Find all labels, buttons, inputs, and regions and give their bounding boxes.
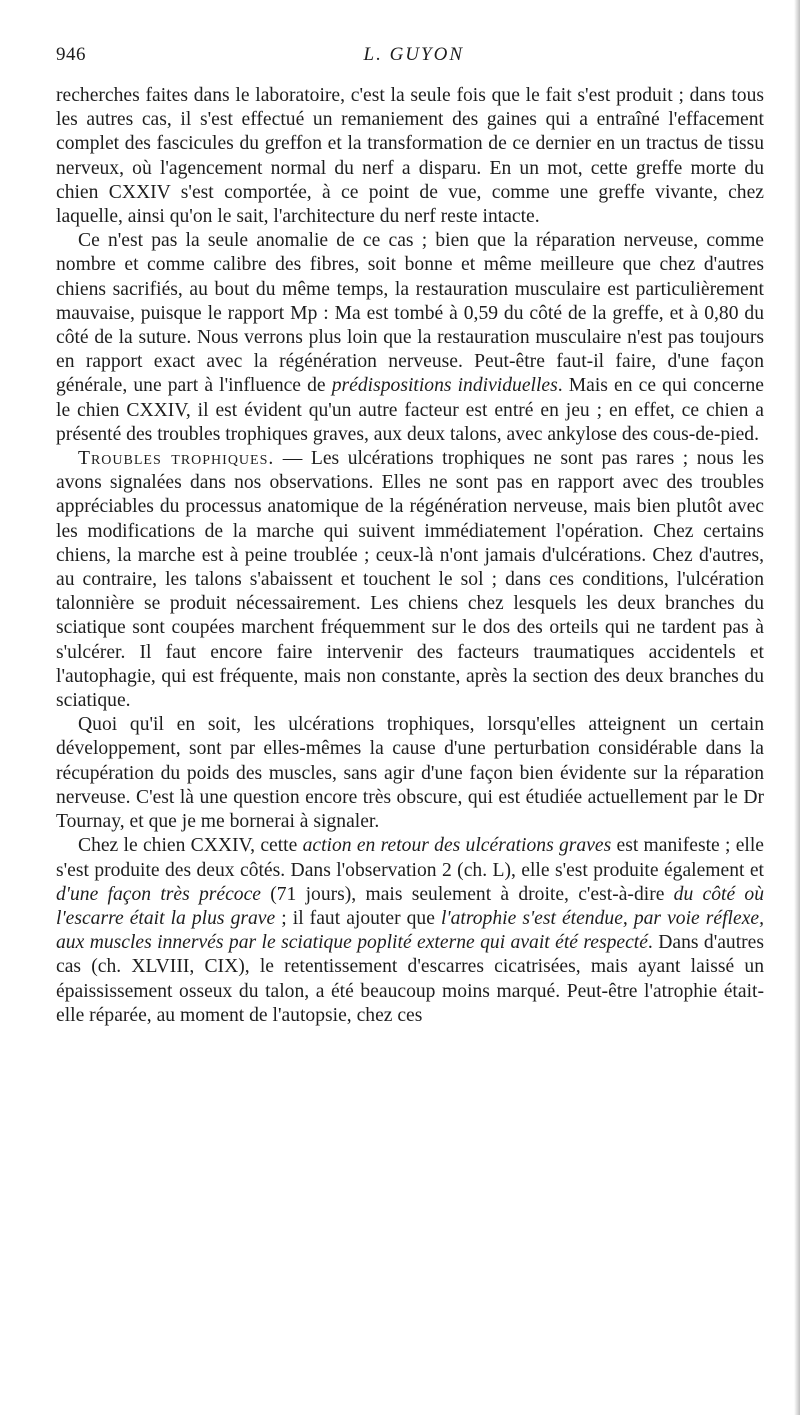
paragraph-2-text-b: . Mais en ce qui concerne le chien CXXIV, il est évident qu'un autre facteur est entré en jeu ; en effet, ce chien a présenté des troubles trophiques graves, aux deux talons, avec ankylose des cous-de-pied.	[56, 375, 765, 445]
paragraph-5-text-a: Chez le chien CXXIV, cette	[78, 835, 303, 857]
paragraph-2	[56, 229, 764, 447]
paragraph-5-italic-2: d'une façon très précoce	[56, 883, 261, 905]
paragraph-5-text-d: ; il faut ajouter que	[275, 907, 441, 929]
running-head	[56, 44, 764, 74]
paragraph-4	[56, 713, 764, 834]
paragraph-2-italic: prédispositions individuelles	[331, 375, 558, 397]
paragraph-4-text: Quoi qu'il en soit, les ulcérations trophiques, lorsqu'elles atteignent un certain développement, sont par elles-mêmes la cause d'une perturbation considérable dans la récupération du poids des muscles, sans agir d'une façon bien évidente sur la réparation nerveuse. C'est là une question encore très obscure, qui est étudiée actuellement par le Dr Tournay, et que je me bornerai à signaler.	[56, 714, 764, 833]
paragraph-2-text-a: Ce n'est pas la seule anomalie de ce cas ; bien que la réparation nerveuse, comme nombre et comme calibre des fibres, soit bonne et même meilleure que chez d'autres chiens sacrifiés, au bout du même temps, la restauration musculaire est particulièrement mauvaise, puisque le rapport Mp : Ma est tombé à 0,59 du côté de la greffe, et à 0,80 du côté de la suture. Nous verrons plus loin que la restauration musculaire n'est pas toujours en rapport exact avec la régénération nerveuse. Peut-être faut-il faire, d'une façon générale, une part à l'influence de	[56, 230, 764, 397]
paragraph-5-text-c: (71 jours), mais seulement à droite, c'est-à-dire	[260, 883, 674, 905]
paragraph-3-text: — Les ulcérations trophiques ne sont pas rares ; nous les avons signalées dans nos observations. Elles ne sont pas en rapport avec des troubles appréciables du processus anatomique de la régénération nerveuse, mais bien plutôt avec les modifications de la marche qui suivent immédiatement l'opération. Chez certains chiens, la marche est à peine troublée ; ceux-là n'ont jamais d'ulcérations. Chez d'autres, au contraire, les talons s'abaissent et touchent le sol ; dans ces conditions, l'ulcération talonnière se produit nécessairement. Les chiens chez lesquels les deux branches du sciatique sont coupées marchent fréquemment sur le dos des orteils qui ne tardent pas à s'ulcérer. Il faut encore faire intervenir des facteurs traumatiques accidentels et l'autophagie, qui est fréquente, mais non constante, après la section des deux branches du sciatique.	[56, 448, 764, 712]
paragraph-5-italic-4a: l'	[440, 907, 451, 929]
paragraph-5-italic-1: action en retour des ulcérations graves	[302, 835, 612, 857]
paragraph-5	[56, 834, 764, 1028]
paragraph-1-text: recherches faites dans le laboratoire, c'est la seule fois que le fait s'est produit ; dans tous les autres cas, il s'est effectué un remaniement des gaines qui a entraîné l'effacement complet des fascicules du greffon et la transformation de ce dernier en un tractus de tissu nerveux, où l'agencement normal du nerf a disparu. En un mot, cette greffe morte du chien CXXIV s'est comportée, à ce point de vue, comme une greffe vivante, chez laquelle, ainsi qu'on le sait, l'architecture du nerf reste intacte.	[56, 85, 764, 228]
paragraph-5-italic-4b: atrophie s'est étendue, par voie réflexe, aux muscles innervés par le sciatique poplité externe qui avait été respecté	[56, 907, 764, 954]
page	[56, 44, 764, 1028]
paragraph-5-italic-3: du côté où l'escarre était la plus grave	[56, 883, 764, 929]
running-head-author: L. GUYON	[363, 44, 464, 65]
page-edge-shadow	[794, 0, 800, 1415]
paragraph-3	[56, 447, 764, 713]
paragraph-5-text-b: est manifeste ; elle s'est produite des deux côtés. Dans l'observation 2 (ch. L), elle s'est produite également et	[56, 835, 764, 881]
paragraph-5-text-e: . Dans d'autres cas (ch. XLVIII, CIX), le retentissement d'escarres cicatrisées, mais ayant laissé un épaississement osseux du talon, a été beaucoup moins marqué. Peut-être l'atrophie était-elle réparée, au moment de l'autopsie, chez ces	[56, 932, 765, 1026]
section-heading-troubles-trophiques: Troubles trophiques.	[78, 448, 275, 470]
page-number: 946	[56, 44, 86, 65]
body-text	[56, 84, 764, 1028]
paragraph-1	[56, 84, 764, 229]
